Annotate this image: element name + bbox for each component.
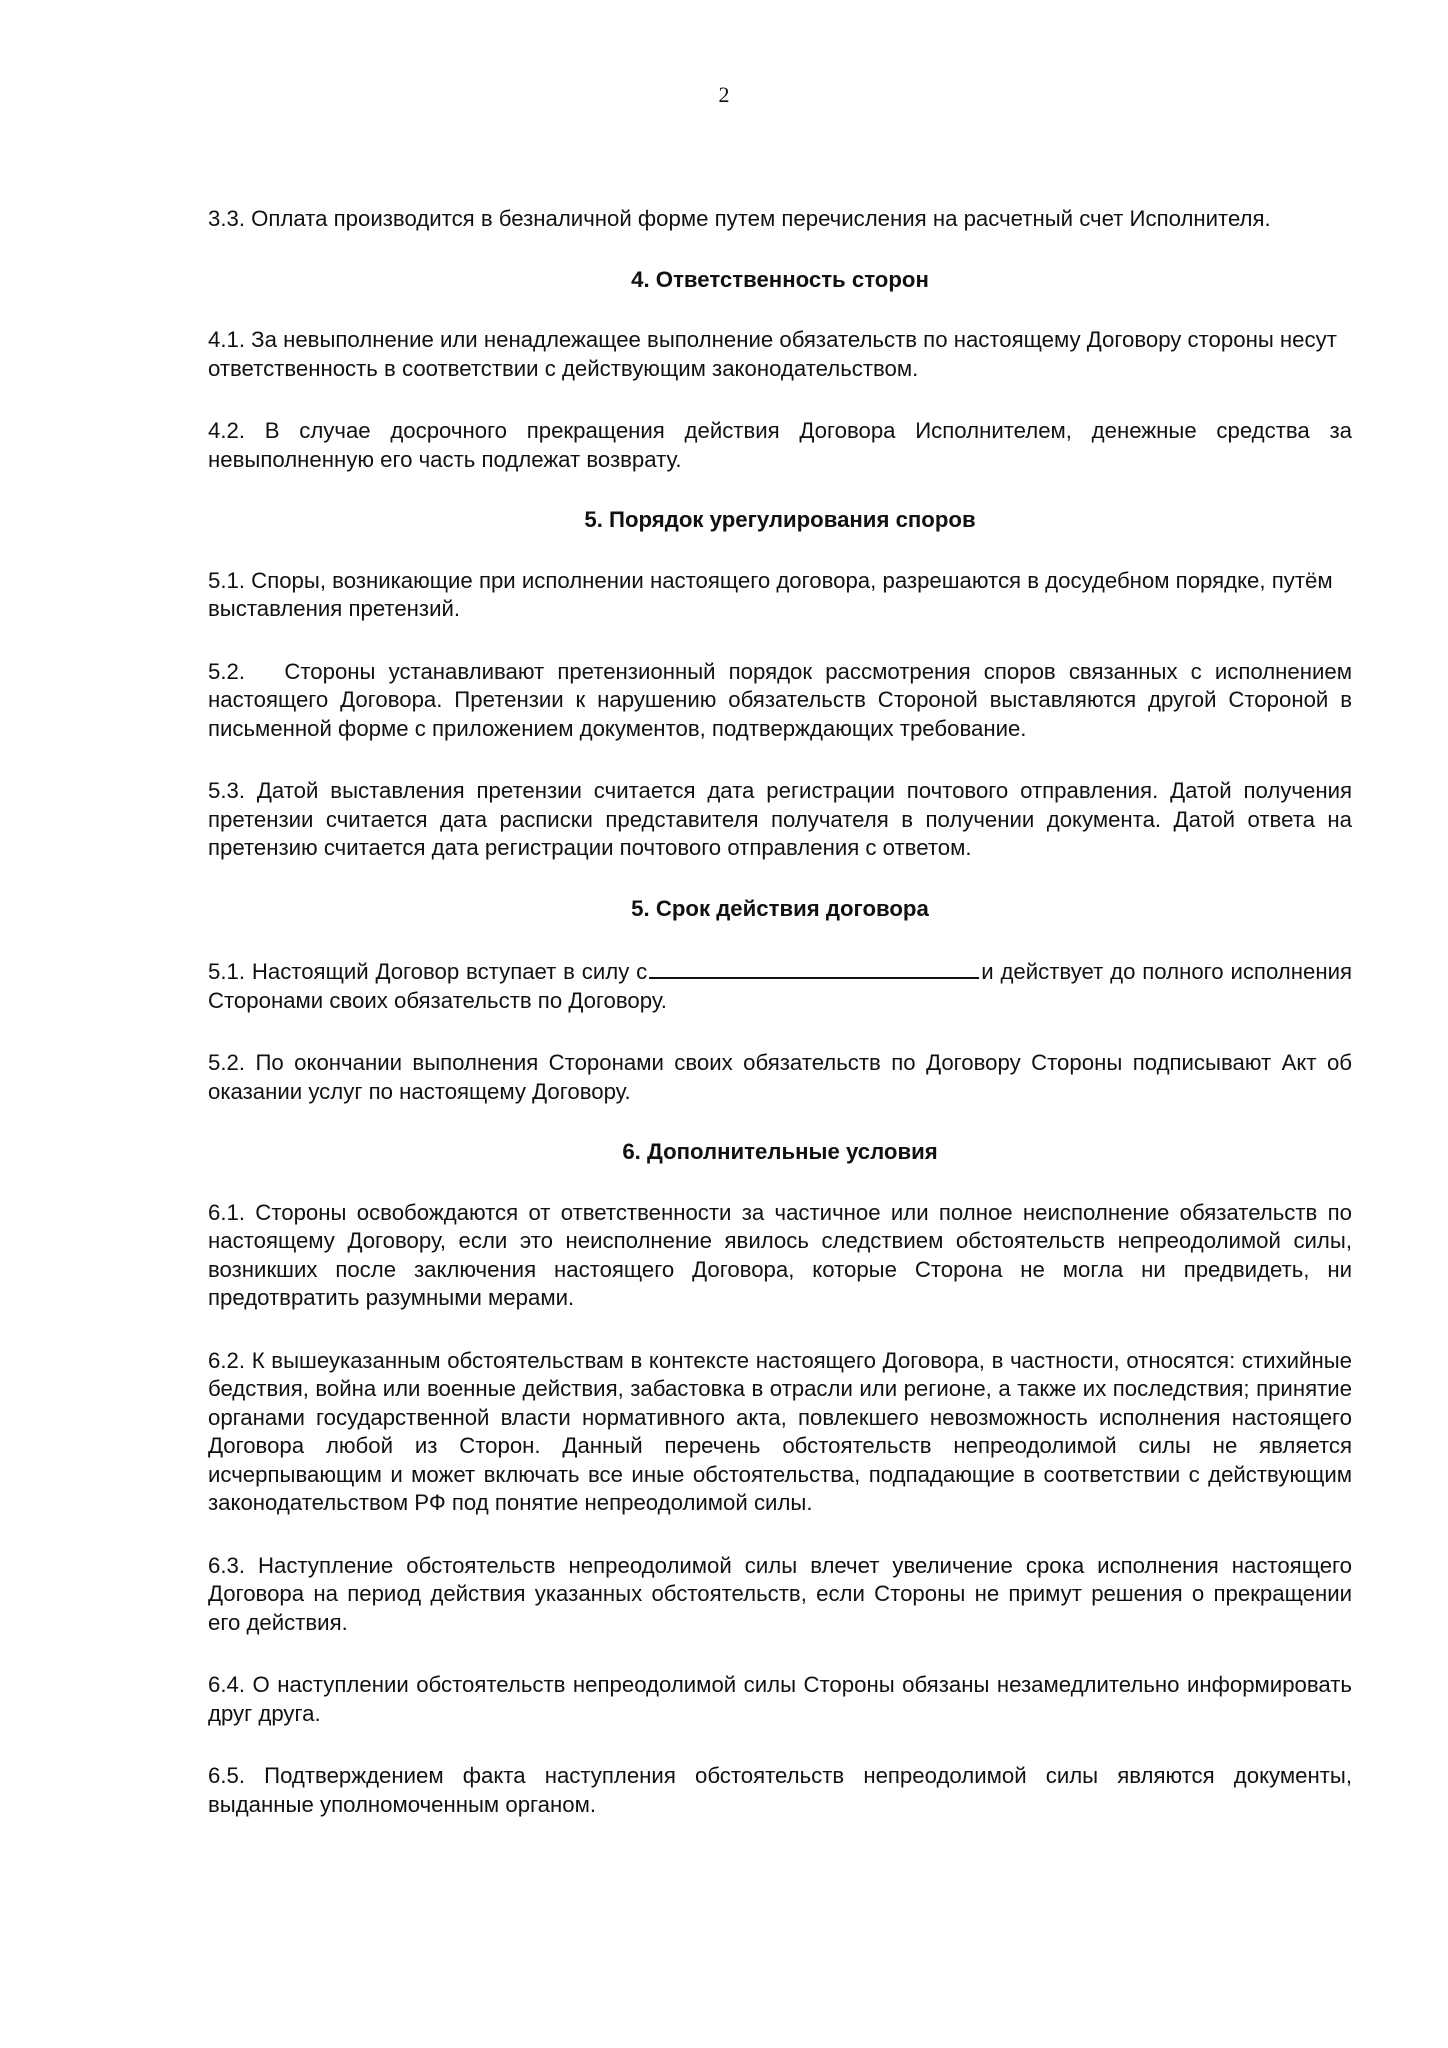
clause-5-2-term: 5.2. По окончании выполнения Сторонами своих обязательств по Договору Стороны подписывают Акт об оказании услуг по настоящему Договору. [208,1050,1352,1104]
clause-5-3: 5.3. Датой выставления претензии считается дата регистрации почтового отправления. Датой получения претензии считается дата расписки представителя получателя в получении документа. Датой ответа на претензию считается дата регистрации почтового отправления с ответом. [208,778,1352,860]
section-heading-additional: 6. Дополнительные условия [622,1139,938,1164]
clause-5-1-term [208,955,1352,1015]
clause-6-4: 6.4. О наступлении обстоятельств непреодолимой силы Стороны обязаны незамедлительно информировать друг друга. [208,1672,1352,1726]
clause-5-2-disputes: 5.2. Стороны устанавливают претензионный порядок рассмотрения споров связанных с исполнением настоящего Договора. Претензии к нарушению обязательств Стороной выставляются другой Стороной в письменной форме с приложением документов, подтверждающих требование. [208,658,1359,741]
section-heading-term: 5. Срок действия договора [631,895,929,921]
clause-6-1: 6.1. Стороны освобождаются от ответственности за частичное или полное неисполнение обязательств по настоящему Договору, если это неисполнение явилось следствием обстоятельств непреодолимой силы, возникших после заключения настоящего Договора, которые Сторона не могла ни предвидеть, ни предотвратить разумными мерами. [208,1199,1352,1310]
clause-4-1: 4.1. За невыполнение или ненадлежащее выполнение обязательств по настоящему Договору стороны несут ответственность в соответствии с действующим законодательством. [208,327,1337,381]
section-heading-liability: 4. Ответственность сторон [631,266,929,292]
clause-5-1-term-end: и действует до полного исполнения Сторонами своих обязательств по Договору. [208,959,1353,1013]
clause-6-3: 6.3. Наступление обстоятельств непреодолимой силы влечет увеличение срока исполнения настоящего Договора на период действия указанных обстоятельств, если Стороны не примут решения о прекращении его действия. [208,1552,1352,1635]
date-blank-field[interactable] [649,955,979,979]
clause-6-2: 6.2. К вышеуказанным обстоятельствам в контексте настоящего Договора, в частности, относятся: стихийные бедствия, война или военные действия, забастовка в отрасли или регионе, а также их последствия; принятие органами государственной власти нормативного акта, повлекшего невозможность исполнения настоящего Договора любой из Сторон. Данный перечень обстоятельств непреодолимой силы не является исчерпывающим и может включать все иные обстоятельства, подпадающие в соответствии с действующим законодательством РФ под понятие непреодолимой силы. [208,1347,1352,1515]
clause-4-2: 4.2. В случае досрочного прекращения действия Договора Исполнителем, денежные средства за невыполненную его часть подлежат возврату. [208,418,1352,472]
section-heading-disputes: 5. Порядок урегулирования споров [584,507,976,532]
clause-3-3: 3.3. Оплата производится в безналичной форме путем перечисления на расчетный счет Исполнителя. [208,206,1271,231]
document-body [208,205,1359,1819]
clause-5-1-disputes: 5.1. Споры, возникающие при исполнении настоящего договора, разрешаются в досудебном порядке, путём выставления претензий. [208,567,1333,621]
clause-6-5: 6.5. Подтверждением факта наступления обстоятельств непреодолимой силы являются документы, выданные уполномоченным органом. [208,1763,1352,1817]
page-number: 2 [718,82,730,107]
clause-5-1-term-start: 5.1. Настоящий Договор вступает в силу с [208,959,648,984]
